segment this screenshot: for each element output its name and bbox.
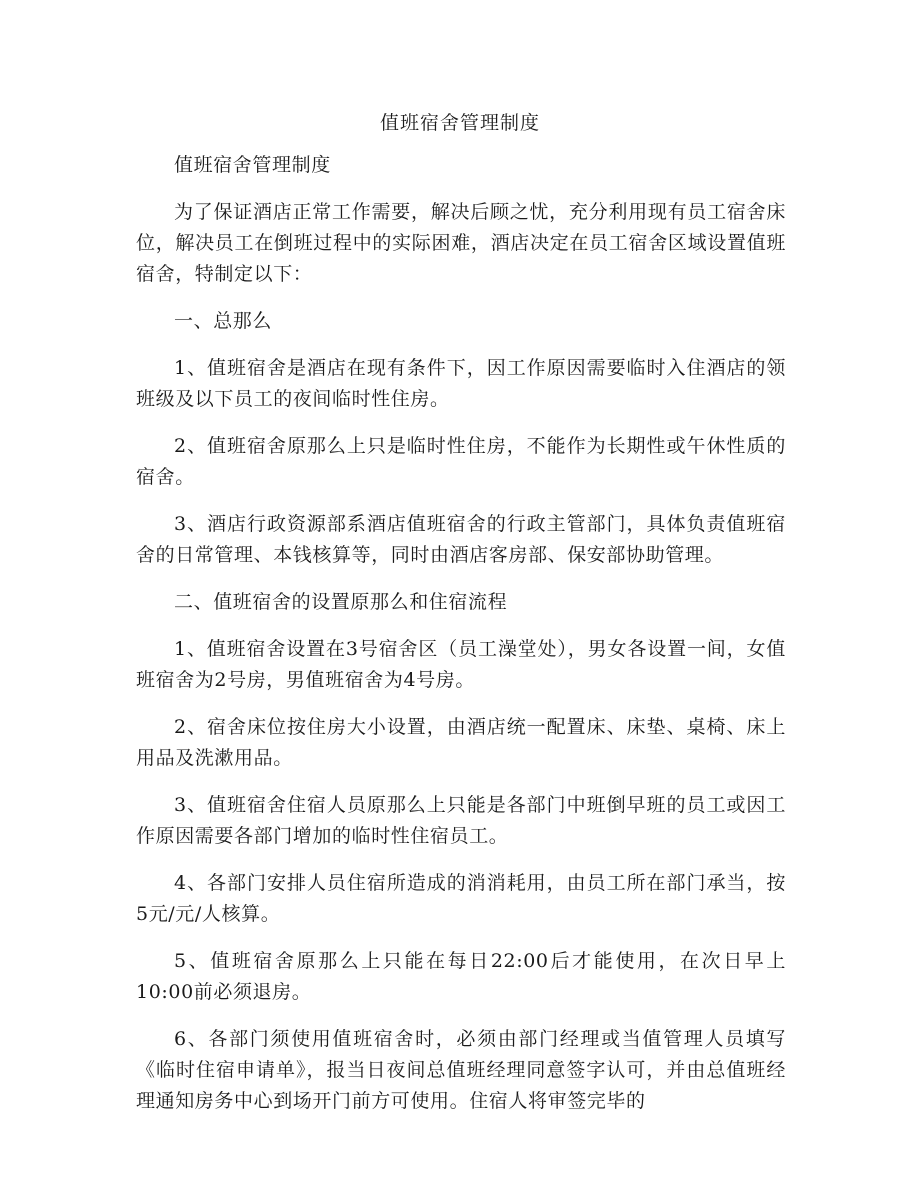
section-heading-general: 一、总那么: [174, 310, 273, 332]
paragraph-setup-2: 2、宿舍床位按住房大小设置，由酒店统一配置床、床垫、桌椅、床上用品及洗漱用品。: [136, 716, 786, 769]
paragraph-subtitle: 值班宿舍管理制度: [174, 154, 331, 176]
paragraph-setup-5: 5、值班宿舍原那么上只能在每日22:00后才能使用，在次日早上10:00前必须退房。: [136, 950, 786, 1003]
paragraph-setup-4: 4、各部门安排人员住宿所造成的消消耗用，由员工所在部门承当，按5元/元/人核算。: [136, 872, 786, 925]
paragraph-setup-3: 3、值班宿舍住宿人员原那么上只能是各部门中班倒早班的员工或因工作原因需要各部门增加的临时性住宿员工。: [136, 794, 786, 847]
section-heading-setup: 二、值班宿舍的设置原那么和住宿流程: [174, 591, 508, 613]
document-body: [136, 150, 786, 1133]
paragraph-setup-1: 1、值班宿舍设置在3号宿舍区（员工澡堂处），男女各设置一间，女值班宿舍为2号房，男值班宿舍为4号房。: [136, 638, 786, 691]
paragraph-setup-6: 6、各部门须使用值班宿舍时，必须由部门经理或当值管理人员填写《临时住宿申请单》，报当日夜间总值班经理同意签字认可，并由总值班经理通知房务中心到场开门前方可使用。住宿人将审签完毕的: [136, 1028, 786, 1112]
paragraph-intro: 为了保证酒店正常工作需要，解决后顾之忧，充分利用现有员工宿舍床位，解决员工在倒班过程中的实际困难，酒店决定在员工宿舍区域设置值班宿舍，特制定以下：: [136, 201, 786, 285]
paragraph-general-2: 2、值班宿舍原那么上只是临时性住房，不能作为长期性或午休性质的宿舍。: [136, 435, 786, 488]
paragraph-general-3: 3、酒店行政资源部系酒店值班宿舍的行政主管部门，具体负责值班宿舍的日常管理、本钱核算等，同时由酒店客房部、保安部协助管理。: [136, 513, 786, 566]
paragraph-general-1: 1、值班宿舍是酒店在现有条件下，因工作原因需要临时入住酒店的领班级及以下员工的夜间临时性住房。: [136, 357, 786, 410]
document-title: 值班宿舍管理制度: [379, 112, 540, 134]
